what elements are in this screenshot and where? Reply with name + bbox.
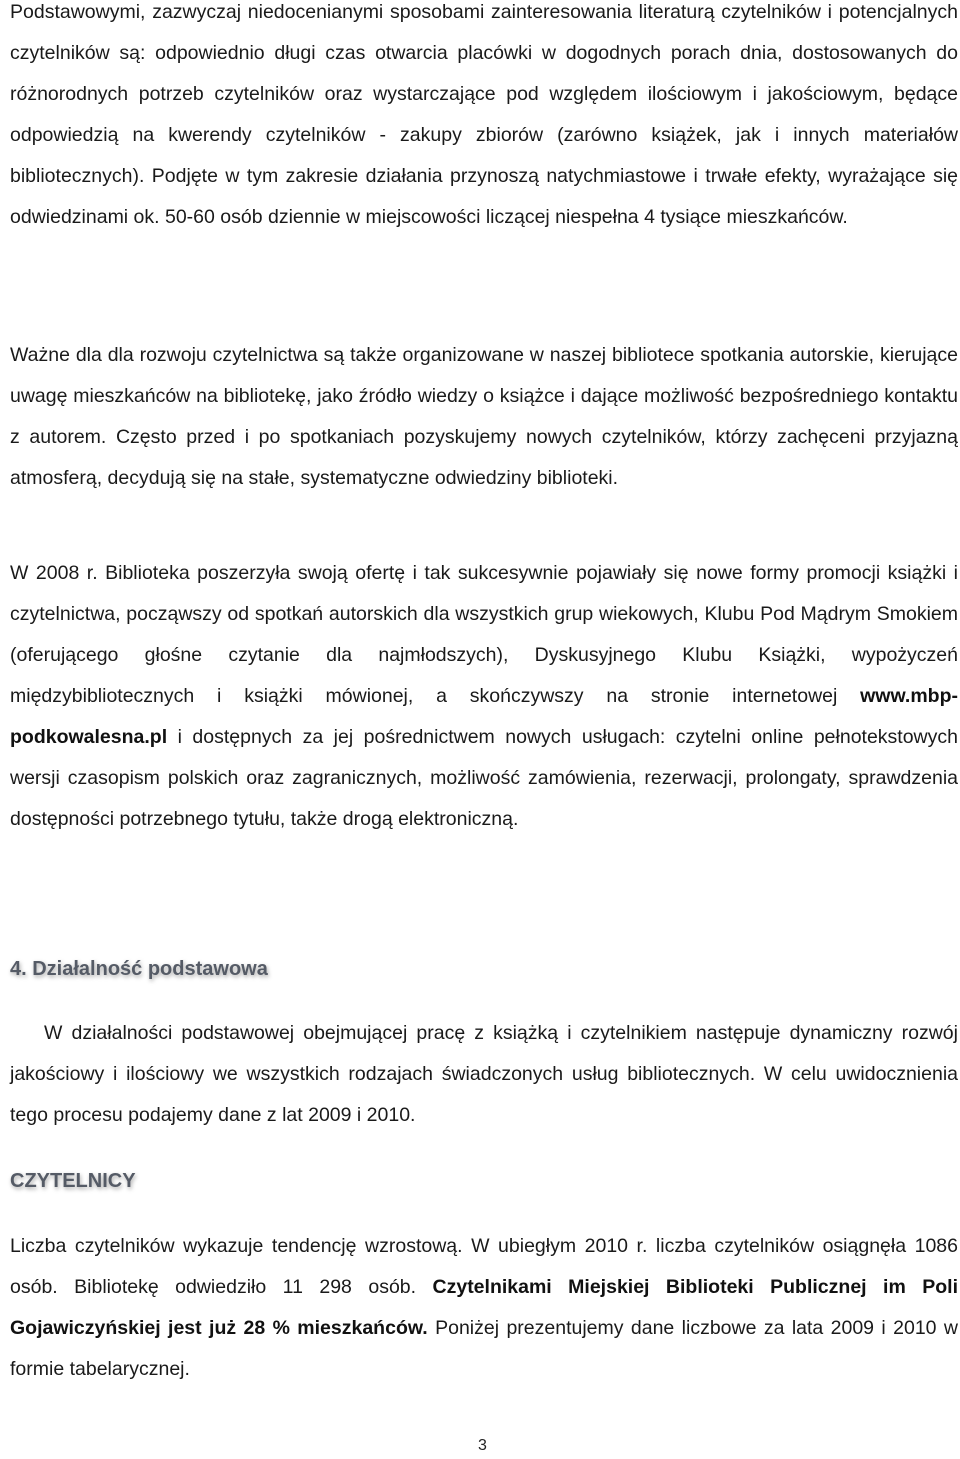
page-number: 3 <box>478 1437 487 1454</box>
website-link[interactable]: www.mbp-podkowalesna.pl <box>10 685 958 748</box>
section-heading-basic-activity: 4. Działalność podstawowa <box>10 958 268 980</box>
paragraph-readers-text-end: Poniżej prezentujemy dane liczbowe za lata 2009 i 2010 w formie tabelarycznej. <box>10 1317 958 1380</box>
paragraph-basic-activity-text: W działalności podstawowej obejmującej pracę z książką i czytelnikiem następuje dynamiczny rozwój jakościowy i ilościowy we wszystkich rodzajach świadczonych usług bibliotecznych. W celu uwidocznienia tego procesu podajemy dane z lat 2009 i 2010. <box>10 1022 958 1126</box>
paragraph-readers-text: Liczba czytelników wykazuje tendencję wzrostową. W ubiegłym 2010 r. liczba czytelników osiągnęła 1086 osób. Bibliotekę odwiedziło 11 298 osób. <box>10 1235 958 1298</box>
paragraph-2008-offer-text: W 2008 r. Biblioteka poszerzyła swoją ofertę i tak sukcesywnie pojawiały się nowe formy promocji książki i czytelnictwa, począwszy od spotkań autorskich dla wszystkich grup wiekowych, Klubu Pod Mądrym Smokiem (oferującego głośne czytanie dla najmłodszych), Dyskusyjnego Klubu Książki, wypożyczeń międzybibliotecznych i książki mówionej, a skończywszy na stronie internetowej <box>10 562 958 707</box>
paragraph-2008-offer <box>10 553 958 840</box>
paragraph-basic-activity <box>10 1013 958 1136</box>
paragraph-author-meetings: Ważne dla dla rozwoju czytelnictwa są także organizowane w naszej bibliotece spotkania autorskie, kierujące uwagę mieszkańców na bibliotekę, jako źródło wiedzy o książce i dające możliwość bezpośredniego kontaktu z autorem. Często przed i po spotkaniach pozyskujemy nowych czytelników, którzy zachęceni przyjazną atmosferą, decydują się na stałe, systematyczne odwiedziny biblioteki. <box>10 344 958 489</box>
paragraph-readers <box>10 1226 958 1390</box>
paragraph-readers-highlight: Czytelnikami Miejskiej Biblioteki Publicznej im Poli Gojawiczyńskiej jest już 28 % mieszkańców. <box>10 1276 958 1339</box>
section-heading-readers: CZYTELNICY <box>10 1170 136 1192</box>
paragraph-2008-offer-text-end: i dostępnych za jej pośrednictwem nowych usługach: czytelni online pełnotekstowych wersji czasopism polskich oraz zagranicznych, możliwość zamówienia, rezerwacji, prolongaty, sprawdzenia dostępności potrzebnego tytułu, także drogą elektroniczną. <box>10 726 958 830</box>
paragraph-reading-promotion: Podstawowymi, zazwyczaj niedocenianymi sposobami zainteresowania literaturą czytelników i potencjalnych czytelników są: odpowiednio długi czas otwarcia placówki w dogodnych porach dnia, dostosowanych do różnorodnych potrzeb czytelników oraz wystarczające pod względem ilościowym i jakościowym, będące odpowiedzią na kwerendy czytelników - zakupy zbiorów (zarówno książek, jak i innych materiałów bibliotecznych). Podjęte w tym zakresie działania przynoszą natychmiastowe i trwałe efekty, wyrażające się odwiedzinami ok. 50-60 osób dziennie w miejscowości liczącej niespełna 4 tysiące mieszkańców. <box>10 1 958 228</box>
